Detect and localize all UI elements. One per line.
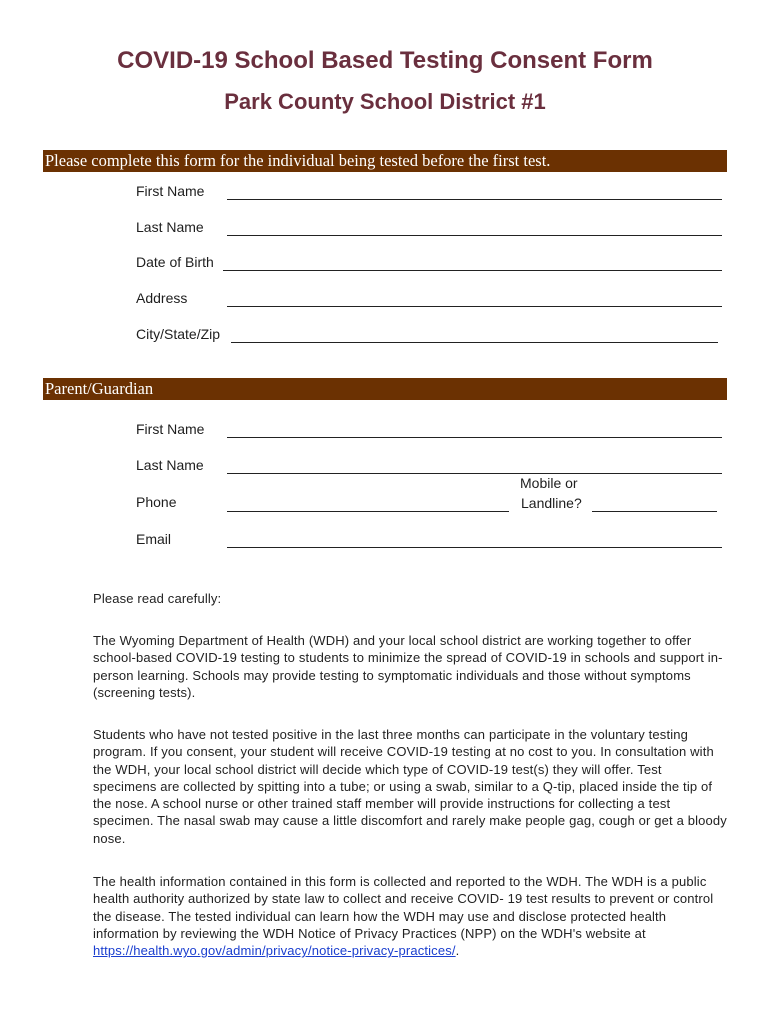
- student-first-name-field[interactable]: [227, 185, 722, 200]
- read-carefully-heading: Please read carefully:: [93, 591, 222, 606]
- form-title: COVID-19 School Based Testing Consent Form: [117, 47, 653, 74]
- health-info-text: The health information contained in this form is collected and reported to the WDH. The WDH is a public health authority authorized by state law to collect and receive COVID- 19 test results to prevent or control the disease. The tested individual can learn how the WDH may use and disclose protected health information by reviewing the WDH Notice of Privacy Practices (NPP) on the WDH's website at: [93, 874, 714, 941]
- guardian-email-label: Email: [136, 531, 172, 547]
- guardian-section-banner: Parent/Guardian: [43, 378, 727, 400]
- paragraph-testing-details: Students who have not tested positive in the last three months can participate in the voluntary testing program. If you consent, your student will receive COVID-19 testing at no cost to you. In consultation with the WDH, your local school district will decide which type of COVID-19 test(s) they will offer. Test specimens are collected by spitting into a tube; or using a swab, similar to a Q-tip, placed inside the tip of the nose. A school nurse or other trained staff member will provide instructions for collecting a test specimen. The nasal swab may cause a little discomfort and rarely make people gag, cough or get a bloody nose.: [93, 727, 727, 846]
- student-dob-label: Date of Birth: [136, 254, 214, 270]
- guardian-last-name-label: Last Name: [136, 457, 204, 473]
- paragraph-program-overview: The Wyoming Department of Health (WDH) and your local school district are working together to offer school-based COVID-19 testing to students to minimize the spread of COVID-19 in schools and support in-person learning. Schools may provide testing to symptomatic individuals and those without symptoms (screening tests).: [93, 633, 723, 700]
- student-address-label: Address: [136, 290, 188, 306]
- mobile-landline-field[interactable]: [592, 497, 717, 512]
- npp-link[interactable]: https://health.wyo.gov/admin/privacy/notice-privacy-practices/: [93, 943, 456, 959]
- district-name: Park County School District #1: [224, 89, 546, 114]
- student-dob-field[interactable]: [223, 256, 722, 271]
- student-last-name-field[interactable]: [227, 221, 722, 236]
- guardian-phone-field[interactable]: [227, 497, 509, 512]
- mobile-landline-label-line2: Landline?: [521, 495, 582, 511]
- student-address-field[interactable]: [227, 292, 722, 307]
- guardian-last-name-field[interactable]: [227, 459, 722, 474]
- guardian-first-name-field[interactable]: [227, 423, 722, 438]
- student-city-state-zip-label: City/State/Zip: [136, 326, 221, 342]
- student-section-banner: Please complete this form for the individual being tested before the first test.: [43, 150, 727, 172]
- guardian-phone-label: Phone: [136, 494, 177, 510]
- guardian-email-field[interactable]: [227, 533, 722, 548]
- paragraph-health-information: [93, 873, 727, 959]
- health-info-end: .: [455, 943, 460, 959]
- mobile-landline-label-line1: Mobile or: [520, 475, 578, 491]
- student-first-name-label: First Name: [136, 183, 205, 199]
- student-last-name-label: Last Name: [136, 219, 204, 235]
- guardian-first-name-label: First Name: [136, 421, 205, 437]
- student-city-state-zip-field[interactable]: [231, 328, 718, 343]
